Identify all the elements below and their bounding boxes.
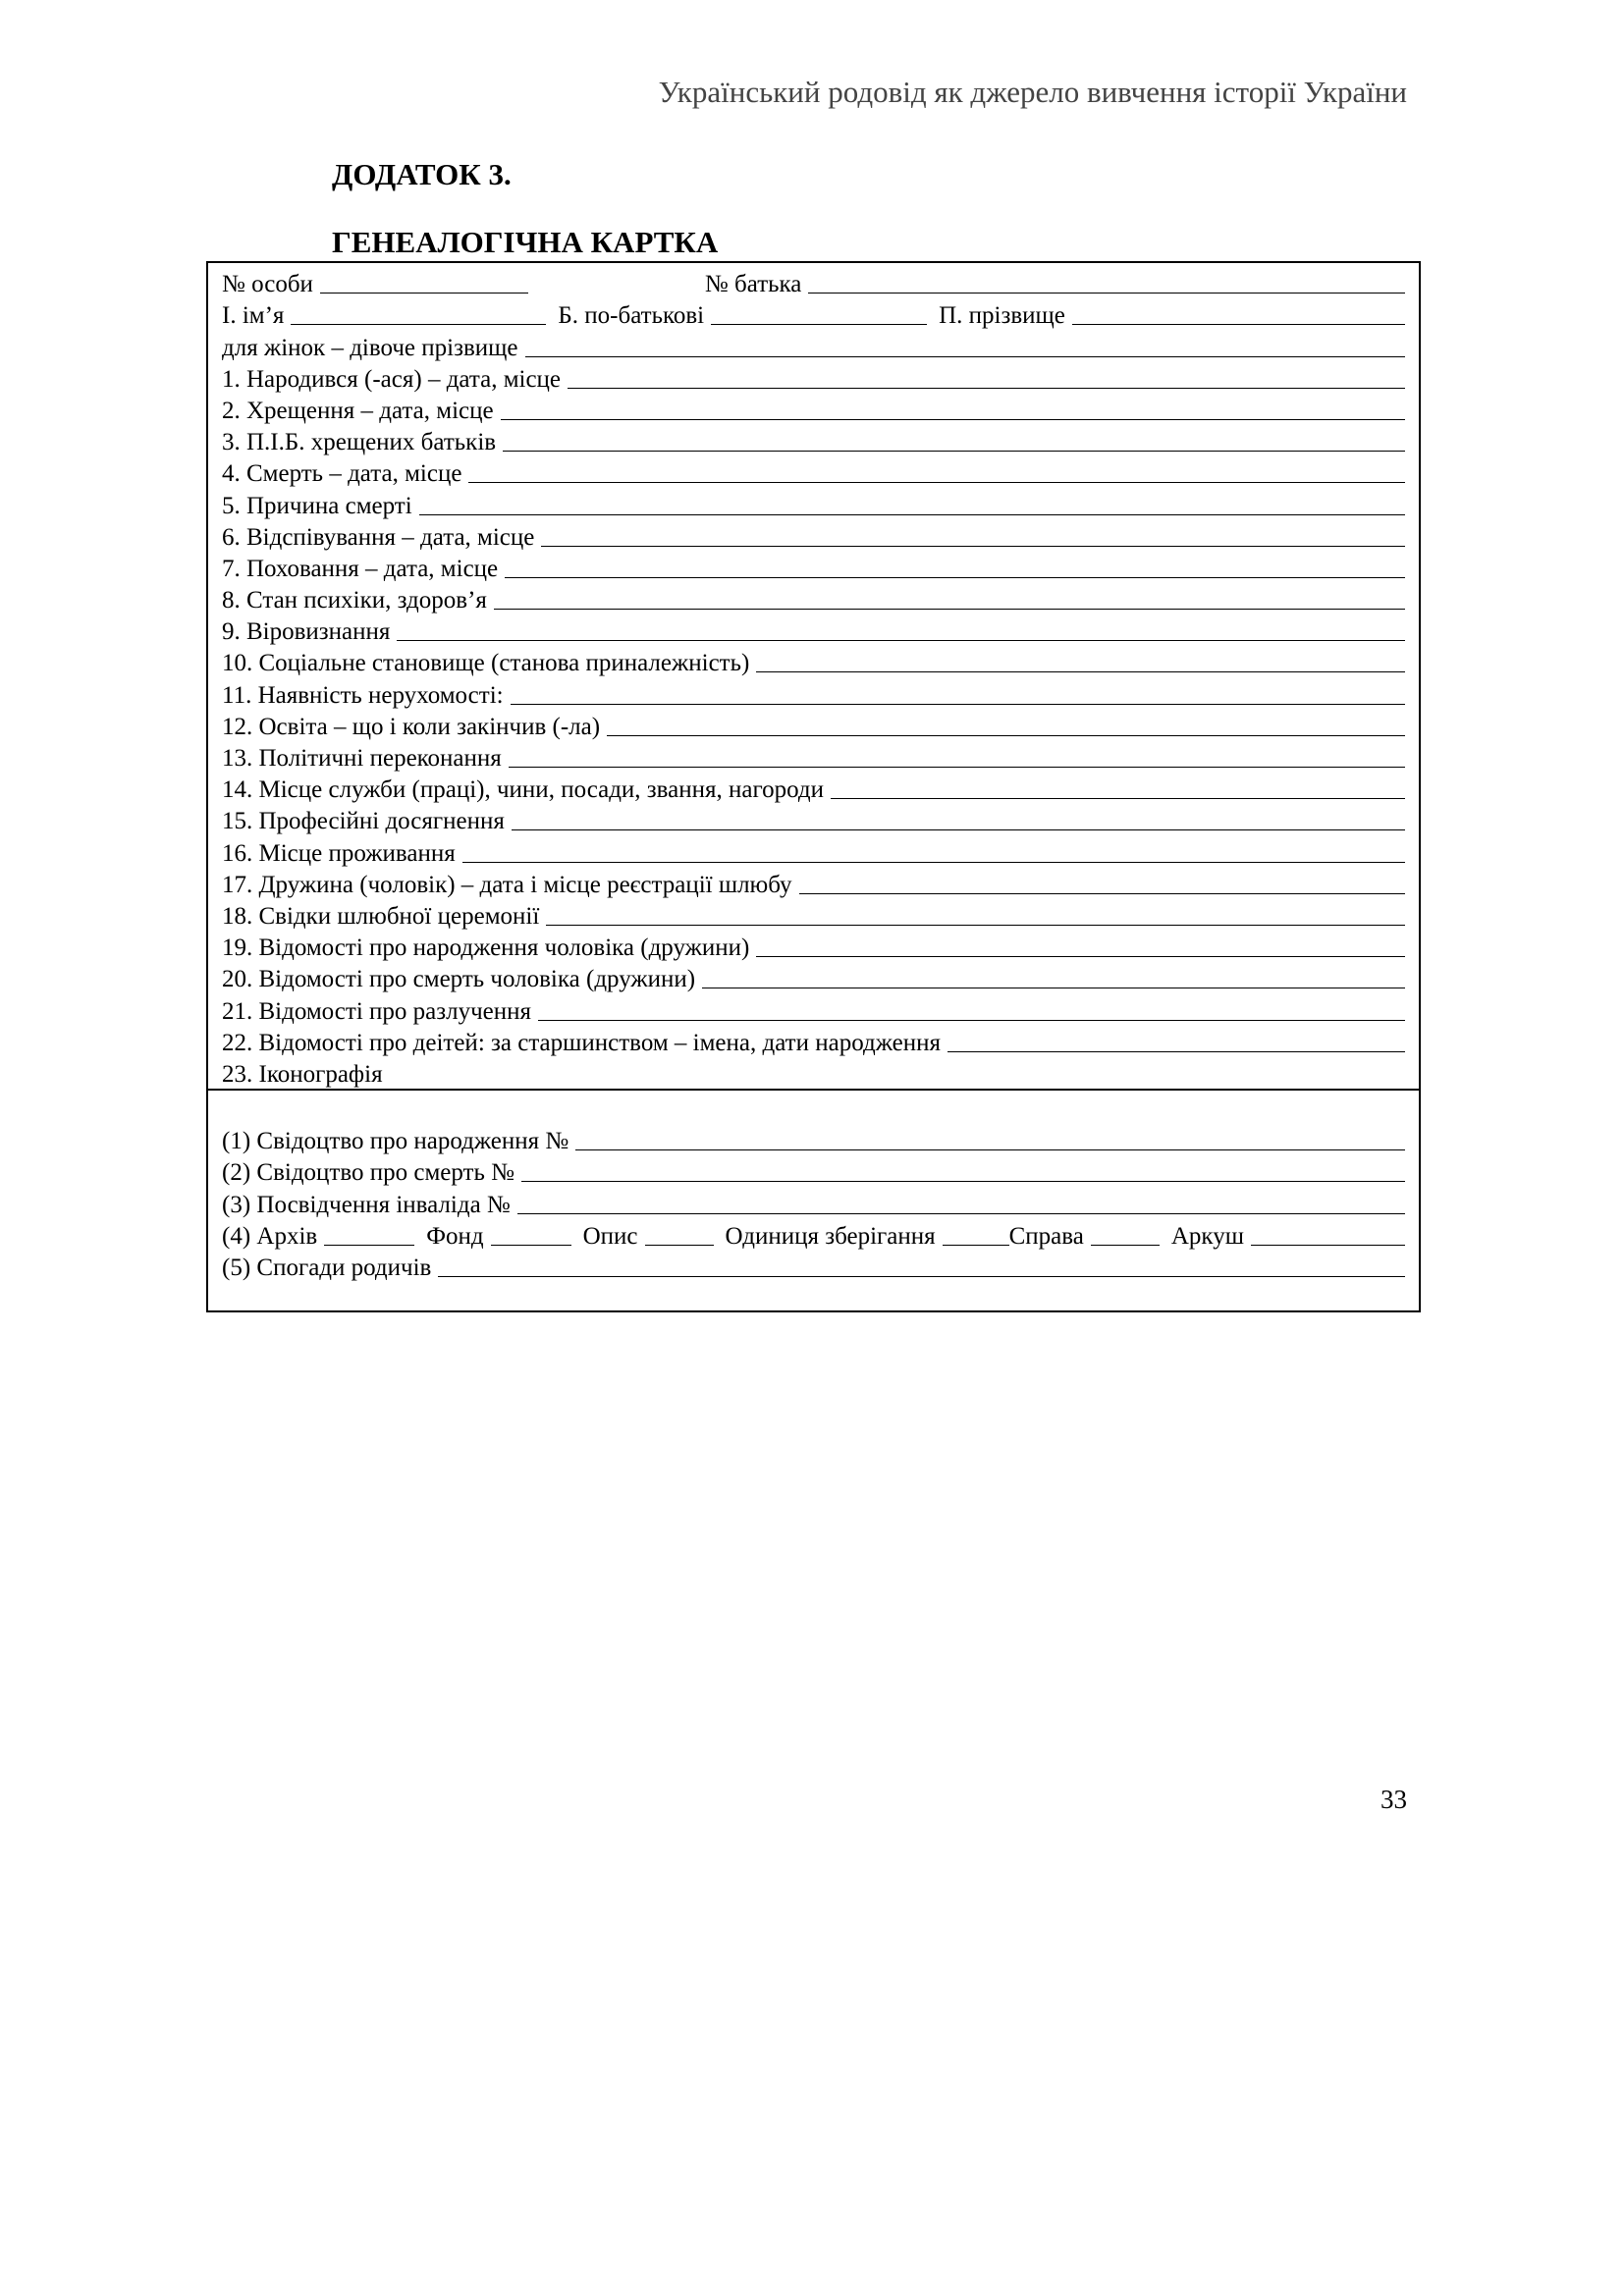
field-line[interactable] — [419, 514, 1405, 515]
field-line[interactable] — [541, 546, 1405, 547]
field-line[interactable] — [512, 829, 1405, 830]
field-line[interactable] — [799, 893, 1405, 894]
field-row — [222, 362, 1405, 394]
field-label: 7. Поховання – дата, місце — [222, 555, 499, 582]
source-row — [222, 1124, 1405, 1155]
field-label: 18. Свідки шлюбної церемонії — [222, 902, 540, 930]
field-line[interactable] — [501, 419, 1405, 420]
field-row — [222, 552, 1405, 583]
field-row — [222, 835, 1405, 867]
field-row — [222, 488, 1405, 519]
field-row — [222, 394, 1405, 425]
field-label: 2. Хрещення – дата, місце — [222, 397, 494, 424]
field-row — [222, 1026, 1405, 1057]
field-label: 10. Соціальне становище (станова приналежність) — [222, 650, 750, 677]
name-row — [222, 298, 1405, 330]
field-line[interactable] — [568, 388, 1405, 389]
field-line[interactable] — [509, 767, 1405, 768]
field-row — [222, 1057, 1405, 1089]
field-row — [222, 677, 1405, 709]
field-label: 13. Політичні переконання — [222, 745, 502, 772]
field-label: 20. Відомості про смерть чоловіка (дружини) — [222, 966, 696, 993]
birth-certificate-label: (1) Свідоцтво про народження № — [222, 1128, 569, 1155]
field-label: 6. Відспівування – дата, місце — [222, 523, 535, 551]
field-row — [222, 868, 1405, 899]
relatives-memories-line[interactable] — [438, 1276, 1405, 1277]
storage-unit-label: Одиниця зберігання — [725, 1222, 936, 1250]
person-father-row — [222, 267, 1405, 298]
field-label: 8. Стан психіки, здоров’я — [222, 587, 487, 614]
archive-row — [222, 1219, 1405, 1251]
field-row — [222, 804, 1405, 835]
card-title: ГЕНЕАЛОГІЧНА КАРТКА — [332, 225, 719, 259]
person-no-line[interactable] — [320, 293, 528, 294]
field-line[interactable] — [462, 862, 1405, 863]
source-row — [222, 1251, 1405, 1282]
sheet-label: Аркуш — [1170, 1222, 1244, 1250]
field-line[interactable] — [505, 577, 1405, 578]
archive-label: (4) Архів — [222, 1222, 318, 1250]
field-line[interactable] — [538, 1020, 1405, 1021]
field-line[interactable] — [525, 356, 1406, 357]
field-label: 22. Відомості про деітей: за старшинством – імена, дати народження — [222, 1029, 941, 1056]
field-line[interactable] — [494, 609, 1405, 610]
field-line[interactable] — [756, 671, 1405, 672]
field-row — [222, 456, 1405, 488]
opys-line[interactable] — [645, 1245, 714, 1246]
field-row — [222, 583, 1405, 614]
card-field-list — [222, 267, 1405, 1089]
field-label: 21. Відомості про разлучення — [222, 997, 532, 1025]
field-label: 17. Дружина (чоловік) – дата і місце реєстрації шлюбу — [222, 871, 792, 898]
source-row — [222, 1187, 1405, 1218]
field-label: 12. Освіта – що і коли закінчив (-ла) — [222, 713, 601, 740]
first-name-line[interactable] — [291, 324, 546, 325]
father-no-line[interactable] — [808, 293, 1405, 294]
field-label: 23. Іконографія — [222, 1060, 383, 1088]
opys-label: Опис — [582, 1222, 638, 1250]
source-row — [222, 1155, 1405, 1187]
case-label: Справа — [1008, 1222, 1084, 1250]
fond-label: Фонд — [426, 1222, 484, 1250]
field-label: 5. Причина смерті — [222, 492, 412, 519]
field-row — [222, 330, 1405, 361]
field-line[interactable] — [468, 482, 1405, 483]
archive-line[interactable] — [324, 1245, 414, 1246]
birth-certificate-line[interactable] — [575, 1149, 1405, 1150]
field-label: 1. Народився (-ася) – дата, місце — [222, 365, 562, 393]
sheet-line[interactable] — [1251, 1245, 1405, 1246]
field-label: 3. П.І.Б. хрещених батьків — [222, 429, 497, 456]
appendix-title: ДОДАТОК 3. — [332, 157, 512, 191]
person-no-label: № особи — [222, 271, 313, 298]
field-line[interactable] — [503, 451, 1405, 452]
field-row — [222, 520, 1405, 552]
field-row — [222, 646, 1405, 677]
field-line[interactable] — [511, 704, 1405, 705]
card-sources-section — [208, 1091, 1419, 1312]
field-line[interactable] — [831, 798, 1405, 799]
surname-line[interactable] — [1072, 324, 1405, 325]
field-line[interactable] — [756, 956, 1405, 957]
field-row — [222, 899, 1405, 931]
field-row — [222, 993, 1405, 1025]
disability-certificate-line[interactable] — [517, 1213, 1405, 1214]
case-line[interactable] — [1091, 1245, 1160, 1246]
death-certificate-label: (2) Свідоцтво про смерть № — [222, 1159, 514, 1187]
field-label: 9. Віровизнання — [222, 618, 391, 646]
field-line[interactable] — [546, 925, 1405, 926]
patronymic-label: Б. по-батькові — [558, 302, 705, 330]
patronymic-line[interactable] — [711, 324, 927, 325]
field-label: 15. Професійні досягнення — [222, 808, 505, 835]
field-label: 11. Наявність нерухомості: — [222, 681, 504, 709]
field-label: 14. Місце служби (праці), чини, посади, звання, нагороди — [222, 776, 824, 804]
running-header: Український родовід як джерело вивчення історії України — [658, 75, 1407, 109]
field-line[interactable] — [607, 735, 1405, 736]
field-row — [222, 614, 1405, 646]
sources-list — [222, 1124, 1405, 1282]
disability-certificate-label: (3) Посвідчення інваліда № — [222, 1191, 511, 1218]
surname-label: П. прізвище — [939, 302, 1065, 330]
card-main-section — [208, 263, 1419, 1091]
father-no-label: № батька — [704, 271, 802, 298]
field-label: для жінок – дівоче прізвище — [222, 334, 518, 361]
genealogical-card — [206, 261, 1421, 1312]
field-label: 19. Відомості про народження чоловіка (дружини) — [222, 934, 750, 962]
field-row — [222, 741, 1405, 773]
field-row — [222, 773, 1405, 804]
storage-unit-line[interactable] — [943, 1245, 1009, 1246]
field-row — [222, 710, 1405, 741]
field-line[interactable] — [397, 640, 1405, 641]
field-row — [222, 425, 1405, 456]
page-number: 33 — [1380, 1785, 1407, 1814]
field-line[interactable] — [947, 1051, 1405, 1052]
field-row — [222, 962, 1405, 993]
field-row — [222, 931, 1405, 962]
fond-line[interactable] — [491, 1245, 571, 1246]
field-label: 4. Смерть – дата, місце — [222, 460, 462, 488]
relatives-memories-label: (5) Спогади родичів — [222, 1254, 432, 1281]
first-name-label: І. ім’я — [222, 302, 285, 330]
death-certificate-line[interactable] — [521, 1181, 1405, 1182]
field-label: 16. Місце проживання — [222, 839, 456, 867]
